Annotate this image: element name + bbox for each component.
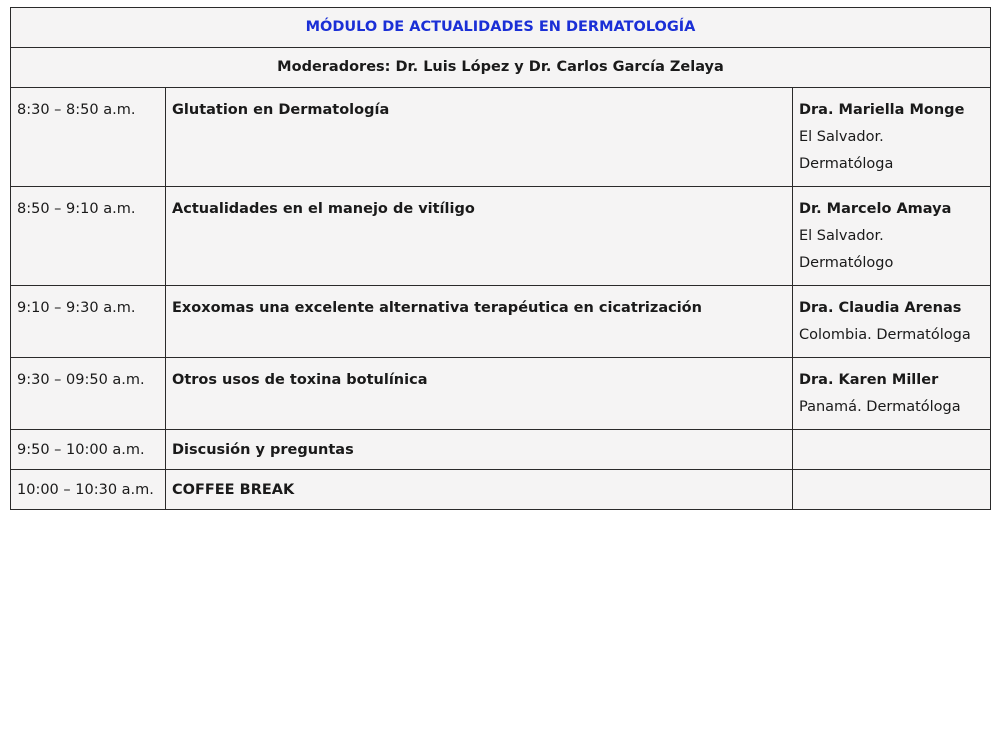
session-topic: Actualidades en el manejo de vitíligo bbox=[166, 187, 793, 286]
session-time: 8:30 – 8:50 a.m. bbox=[11, 88, 166, 187]
speaker-cell bbox=[793, 187, 991, 286]
table-row bbox=[11, 88, 991, 187]
table-row bbox=[11, 286, 991, 358]
session-topic: Discusión y preguntas bbox=[166, 430, 793, 470]
session-time: 9:50 – 10:00 a.m. bbox=[11, 430, 166, 470]
moderators: Moderadores: Dr. Luis López y Dr. Carlos García Zelaya bbox=[11, 48, 991, 88]
table-row bbox=[11, 187, 991, 286]
schedule-table bbox=[10, 7, 991, 510]
session-time: 10:00 – 10:30 a.m. bbox=[11, 470, 166, 510]
table-row bbox=[11, 430, 991, 470]
speaker-country: Panamá. Dermatóloga bbox=[799, 399, 961, 415]
session-topic: Glutation en Dermatología bbox=[166, 88, 793, 187]
session-time: 9:10 – 9:30 a.m. bbox=[11, 286, 166, 358]
module-title: MÓDULO DE ACTUALIDADES EN DERMATOLOGÍA bbox=[11, 8, 991, 48]
speaker-cell bbox=[793, 88, 991, 187]
speaker-specialty: Dermatólogo bbox=[799, 255, 894, 271]
speaker-country: El Salvador. bbox=[799, 228, 884, 244]
speaker-name: Dra. Mariella Monge bbox=[799, 102, 965, 118]
speaker-name: Dr. Marcelo Amaya bbox=[799, 201, 952, 217]
speaker-cell bbox=[793, 358, 991, 430]
table-row bbox=[11, 358, 991, 430]
session-topic: Exoxomas una excelente alternativa terapéutica en cicatrización bbox=[166, 286, 793, 358]
speaker-cell bbox=[793, 286, 991, 358]
title-row bbox=[11, 8, 991, 48]
speaker-name: Dra. Karen Miller bbox=[799, 372, 939, 388]
speaker-cell-empty bbox=[793, 430, 991, 470]
session-topic: COFFEE BREAK bbox=[166, 470, 793, 510]
session-time: 9:30 – 09:50 a.m. bbox=[11, 358, 166, 430]
speaker-name: Dra. Claudia Arenas bbox=[799, 300, 962, 316]
table-row bbox=[11, 470, 991, 510]
speaker-specialty: Dermatóloga bbox=[799, 156, 894, 172]
moderators-row bbox=[11, 48, 991, 88]
session-time: 8:50 – 9:10 a.m. bbox=[11, 187, 166, 286]
session-topic: Otros usos de toxina botulínica bbox=[166, 358, 793, 430]
speaker-country: Colombia. Dermatóloga bbox=[799, 327, 971, 343]
speaker-country: El Salvador. bbox=[799, 129, 884, 145]
speaker-cell-empty bbox=[793, 470, 991, 510]
